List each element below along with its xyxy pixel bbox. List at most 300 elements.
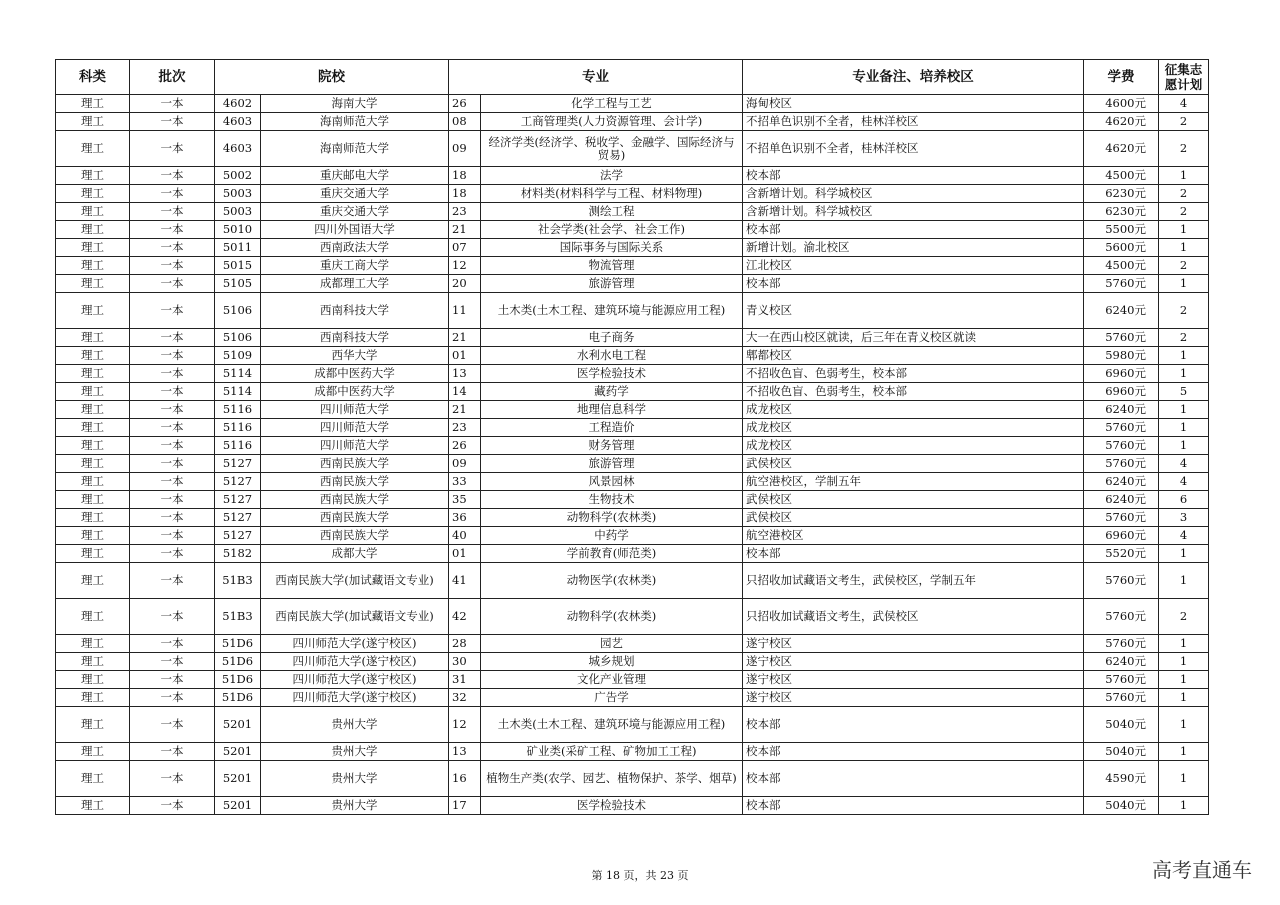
cell-subject: 理工 <box>56 221 130 239</box>
cell-major-code: 21 <box>449 329 481 347</box>
cell-plan: 4 <box>1159 527 1209 545</box>
cell-subject: 理工 <box>56 383 130 401</box>
cell-plan: 2 <box>1159 203 1209 221</box>
cell-major: 材料类(材料科学与工程、材料物理) <box>481 185 743 203</box>
cell-fee: 5760元 <box>1084 563 1159 599</box>
cell-subject: 理工 <box>56 653 130 671</box>
cell-note: 校本部 <box>743 167 1084 185</box>
header-note: 专业备注、培养校区 <box>743 60 1084 95</box>
cell-school-code: 5116 <box>215 437 261 455</box>
cell-major: 旅游管理 <box>481 455 743 473</box>
cell-plan: 1 <box>1159 689 1209 707</box>
cell-batch: 一本 <box>130 95 215 113</box>
cell-subject: 理工 <box>56 437 130 455</box>
cell-fee: 6240元 <box>1084 473 1159 491</box>
cell-major-code: 42 <box>449 599 481 635</box>
cell-batch: 一本 <box>130 131 215 167</box>
cell-subject: 理工 <box>56 635 130 653</box>
cell-note: 校本部 <box>743 275 1084 293</box>
cell-school-code: 5127 <box>215 509 261 527</box>
cell-school: 贵州大学 <box>261 797 449 815</box>
cell-school-code: 5015 <box>215 257 261 275</box>
table-row <box>56 437 1209 455</box>
cell-school: 重庆交通大学 <box>261 185 449 203</box>
cell-major-code: 16 <box>449 761 481 797</box>
table-row <box>56 797 1209 815</box>
cell-note: 只招收加试藏语文考生，武侯校区 <box>743 599 1084 635</box>
cell-major-code: 12 <box>449 257 481 275</box>
table-row <box>56 239 1209 257</box>
cell-batch: 一本 <box>130 689 215 707</box>
cell-major: 地理信息科学 <box>481 401 743 419</box>
cell-fee: 4620元 <box>1084 113 1159 131</box>
cell-school: 海南师范大学 <box>261 113 449 131</box>
cell-note: 校本部 <box>743 761 1084 797</box>
cell-major-code: 14 <box>449 383 481 401</box>
cell-batch: 一本 <box>130 113 215 131</box>
table-row <box>56 545 1209 563</box>
cell-batch: 一本 <box>130 671 215 689</box>
cell-plan: 2 <box>1159 113 1209 131</box>
cell-major-code: 41 <box>449 563 481 599</box>
cell-school-code: 5116 <box>215 401 261 419</box>
cell-plan: 4 <box>1159 455 1209 473</box>
table-body <box>56 95 1209 815</box>
cell-subject: 理工 <box>56 203 130 221</box>
cell-subject: 理工 <box>56 563 130 599</box>
cell-plan: 2 <box>1159 599 1209 635</box>
cell-school-code: 51D6 <box>215 671 261 689</box>
cell-plan: 1 <box>1159 347 1209 365</box>
cell-major: 医学检验技术 <box>481 365 743 383</box>
cell-school-code: 5106 <box>215 329 261 347</box>
cell-note: 航空港校区 <box>743 527 1084 545</box>
cell-subject: 理工 <box>56 95 130 113</box>
cell-major-code: 08 <box>449 113 481 131</box>
cell-subject: 理工 <box>56 743 130 761</box>
cell-fee: 6240元 <box>1084 653 1159 671</box>
cell-major: 动物科学(农林类) <box>481 599 743 635</box>
cell-major: 广告学 <box>481 689 743 707</box>
cell-subject: 理工 <box>56 401 130 419</box>
cell-subject: 理工 <box>56 185 130 203</box>
cell-batch: 一本 <box>130 653 215 671</box>
cell-major: 学前教育(师范类) <box>481 545 743 563</box>
cell-school-code: 5002 <box>215 167 261 185</box>
cell-fee: 5980元 <box>1084 347 1159 365</box>
cell-major: 土木类(土木工程、建筑环境与能源应用工程) <box>481 707 743 743</box>
cell-fee: 5040元 <box>1084 707 1159 743</box>
cell-plan: 1 <box>1159 275 1209 293</box>
table-row <box>56 113 1209 131</box>
cell-note: 不招收色盲、色弱考生，校本部 <box>743 383 1084 401</box>
cell-fee: 6230元 <box>1084 203 1159 221</box>
header-major: 专业 <box>449 60 743 95</box>
cell-major: 城乡规划 <box>481 653 743 671</box>
cell-school-code: 51D6 <box>215 635 261 653</box>
cell-subject: 理工 <box>56 689 130 707</box>
cell-note: 成龙校区 <box>743 401 1084 419</box>
cell-fee: 5520元 <box>1084 545 1159 563</box>
cell-subject: 理工 <box>56 545 130 563</box>
cell-fee: 5760元 <box>1084 509 1159 527</box>
cell-batch: 一本 <box>130 239 215 257</box>
cell-school-code: 4602 <box>215 95 261 113</box>
cell-subject: 理工 <box>56 473 130 491</box>
cell-subject: 理工 <box>56 113 130 131</box>
cell-plan: 1 <box>1159 563 1209 599</box>
cell-major: 土木类(土木工程、建筑环境与能源应用工程) <box>481 293 743 329</box>
cell-school-code: 5011 <box>215 239 261 257</box>
cell-note: 成龙校区 <box>743 419 1084 437</box>
cell-major-code: 33 <box>449 473 481 491</box>
table-row <box>56 347 1209 365</box>
cell-major: 风景园林 <box>481 473 743 491</box>
admission-plan-table <box>55 59 1209 815</box>
table-row <box>56 365 1209 383</box>
watermark-logo: 高考直通车 <box>1152 858 1252 882</box>
cell-subject: 理工 <box>56 671 130 689</box>
table-row <box>56 329 1209 347</box>
cell-major-code: 36 <box>449 509 481 527</box>
cell-major-code: 26 <box>449 437 481 455</box>
cell-subject: 理工 <box>56 167 130 185</box>
cell-note: 遂宁校区 <box>743 653 1084 671</box>
cell-note: 不招单色识别不全者，桂林洋校区 <box>743 131 1084 167</box>
cell-major-code: 09 <box>449 131 481 167</box>
cell-fee: 6960元 <box>1084 383 1159 401</box>
table-row <box>56 761 1209 797</box>
cell-fee: 6960元 <box>1084 365 1159 383</box>
table-row <box>56 743 1209 761</box>
cell-major: 物流管理 <box>481 257 743 275</box>
cell-school-code: 5114 <box>215 365 261 383</box>
cell-major-code: 28 <box>449 635 481 653</box>
cell-school: 西南科技大学 <box>261 329 449 347</box>
cell-school-code: 5003 <box>215 203 261 221</box>
cell-fee: 6240元 <box>1084 401 1159 419</box>
cell-school: 西南民族大学 <box>261 509 449 527</box>
cell-plan: 1 <box>1159 635 1209 653</box>
cell-plan: 4 <box>1159 473 1209 491</box>
cell-school: 西南民族大学 <box>261 527 449 545</box>
table-row <box>56 509 1209 527</box>
cell-batch: 一本 <box>130 401 215 419</box>
cell-plan: 1 <box>1159 671 1209 689</box>
cell-major: 旅游管理 <box>481 275 743 293</box>
cell-fee: 5760元 <box>1084 671 1159 689</box>
cell-school: 西南民族大学 <box>261 473 449 491</box>
cell-note: 含新增计划。科学城校区 <box>743 185 1084 203</box>
cell-major: 电子商务 <box>481 329 743 347</box>
cell-major: 水利水电工程 <box>481 347 743 365</box>
table-row <box>56 563 1209 599</box>
cell-school: 成都理工大学 <box>261 275 449 293</box>
cell-school: 西南政法大学 <box>261 239 449 257</box>
cell-plan: 1 <box>1159 437 1209 455</box>
cell-subject: 理工 <box>56 419 130 437</box>
cell-major: 藏药学 <box>481 383 743 401</box>
cell-major-code: 07 <box>449 239 481 257</box>
header-plan: 征集志愿计划 <box>1159 60 1209 95</box>
cell-batch: 一本 <box>130 437 215 455</box>
cell-subject: 理工 <box>56 257 130 275</box>
cell-major-code: 18 <box>449 167 481 185</box>
cell-plan: 2 <box>1159 257 1209 275</box>
cell-school-code: 5127 <box>215 455 261 473</box>
cell-batch: 一本 <box>130 347 215 365</box>
cell-plan: 2 <box>1159 329 1209 347</box>
cell-school: 重庆邮电大学 <box>261 167 449 185</box>
table-row <box>56 635 1209 653</box>
cell-major: 工程造价 <box>481 419 743 437</box>
cell-major-code: 21 <box>449 401 481 419</box>
cell-major: 国际事务与国际关系 <box>481 239 743 257</box>
cell-fee: 4600元 <box>1084 95 1159 113</box>
cell-major: 植物生产类(农学、园艺、植物保护、茶学、烟草) <box>481 761 743 797</box>
cell-school: 四川师范大学 <box>261 437 449 455</box>
cell-subject: 理工 <box>56 527 130 545</box>
cell-fee: 5600元 <box>1084 239 1159 257</box>
cell-school-code: 4603 <box>215 131 261 167</box>
cell-major-code: 09 <box>449 455 481 473</box>
table-row <box>56 473 1209 491</box>
cell-major: 社会学类(社会学、社会工作) <box>481 221 743 239</box>
cell-major-code: 30 <box>449 653 481 671</box>
cell-major-code: 35 <box>449 491 481 509</box>
cell-major: 中药学 <box>481 527 743 545</box>
cell-batch: 一本 <box>130 743 215 761</box>
cell-subject: 理工 <box>56 347 130 365</box>
cell-note: 不招单色识别不全者，桂林洋校区 <box>743 113 1084 131</box>
cell-major-code: 01 <box>449 545 481 563</box>
cell-school-code: 51B3 <box>215 563 261 599</box>
cell-note: 遂宁校区 <box>743 635 1084 653</box>
cell-note: 遂宁校区 <box>743 689 1084 707</box>
cell-plan: 1 <box>1159 239 1209 257</box>
cell-note: 不招收色盲、色弱考生，校本部 <box>743 365 1084 383</box>
cell-subject: 理工 <box>56 455 130 473</box>
cell-batch: 一本 <box>130 509 215 527</box>
table-row <box>56 491 1209 509</box>
cell-plan: 1 <box>1159 419 1209 437</box>
cell-note: 郫都校区 <box>743 347 1084 365</box>
cell-major-code: 12 <box>449 707 481 743</box>
cell-batch: 一本 <box>130 473 215 491</box>
cell-school-code: 5109 <box>215 347 261 365</box>
cell-batch: 一本 <box>130 635 215 653</box>
header-fee: 学费 <box>1084 60 1159 95</box>
cell-plan: 1 <box>1159 761 1209 797</box>
cell-school: 四川师范大学(遂宁校区) <box>261 689 449 707</box>
table-row <box>56 689 1209 707</box>
cell-batch: 一本 <box>130 797 215 815</box>
cell-school: 西南民族大学(加试藏语文专业) <box>261 563 449 599</box>
cell-school-code: 5105 <box>215 275 261 293</box>
cell-school: 西南民族大学 <box>261 491 449 509</box>
cell-fee: 5040元 <box>1084 743 1159 761</box>
cell-batch: 一本 <box>130 761 215 797</box>
cell-fee: 4500元 <box>1084 257 1159 275</box>
cell-major: 化学工程与工艺 <box>481 95 743 113</box>
cell-major-code: 01 <box>449 347 481 365</box>
cell-note: 海甸校区 <box>743 95 1084 113</box>
cell-school: 西华大学 <box>261 347 449 365</box>
cell-batch: 一本 <box>130 491 215 509</box>
cell-school-code: 4603 <box>215 113 261 131</box>
cell-subject: 理工 <box>56 275 130 293</box>
cell-subject: 理工 <box>56 509 130 527</box>
cell-batch: 一本 <box>130 383 215 401</box>
cell-batch: 一本 <box>130 221 215 239</box>
page-number: 第 18 页，共 23 页 <box>591 869 689 882</box>
cell-subject: 理工 <box>56 761 130 797</box>
table-row <box>56 455 1209 473</box>
table-row <box>56 671 1209 689</box>
cell-school-code: 5182 <box>215 545 261 563</box>
table-row <box>56 293 1209 329</box>
cell-note: 大一在西山校区就读，后三年在青义校区就读 <box>743 329 1084 347</box>
cell-school: 西南民族大学(加试藏语文专业) <box>261 599 449 635</box>
header-subject: 科类 <box>56 60 130 95</box>
cell-plan: 1 <box>1159 167 1209 185</box>
cell-plan: 4 <box>1159 95 1209 113</box>
cell-subject: 理工 <box>56 599 130 635</box>
cell-major: 园艺 <box>481 635 743 653</box>
header-school: 院校 <box>215 60 449 95</box>
cell-major-code: 11 <box>449 293 481 329</box>
cell-school: 西南科技大学 <box>261 293 449 329</box>
table-row <box>56 167 1209 185</box>
cell-school-code: 5127 <box>215 473 261 491</box>
cell-batch: 一本 <box>130 203 215 221</box>
cell-plan: 3 <box>1159 509 1209 527</box>
cell-school-code: 5010 <box>215 221 261 239</box>
cell-plan: 1 <box>1159 707 1209 743</box>
cell-batch: 一本 <box>130 329 215 347</box>
cell-fee: 5760元 <box>1084 599 1159 635</box>
cell-school-code: 5116 <box>215 419 261 437</box>
cell-note: 校本部 <box>743 545 1084 563</box>
cell-plan: 2 <box>1159 293 1209 329</box>
cell-batch: 一本 <box>130 257 215 275</box>
cell-school-code: 5106 <box>215 293 261 329</box>
cell-note: 校本部 <box>743 743 1084 761</box>
cell-note: 遂宁校区 <box>743 671 1084 689</box>
cell-note: 校本部 <box>743 797 1084 815</box>
cell-major-code: 32 <box>449 689 481 707</box>
table-row <box>56 527 1209 545</box>
table-row <box>56 401 1209 419</box>
cell-note: 武侯校区 <box>743 455 1084 473</box>
table-row <box>56 185 1209 203</box>
cell-fee: 5760元 <box>1084 689 1159 707</box>
cell-note: 校本部 <box>743 707 1084 743</box>
cell-fee: 5760元 <box>1084 437 1159 455</box>
cell-school: 四川外国语大学 <box>261 221 449 239</box>
table-row <box>56 221 1209 239</box>
cell-school: 重庆工商大学 <box>261 257 449 275</box>
cell-major-code: 23 <box>449 203 481 221</box>
cell-major: 动物医学(农林类) <box>481 563 743 599</box>
cell-school-code: 5201 <box>215 743 261 761</box>
cell-plan: 1 <box>1159 743 1209 761</box>
cell-major: 经济学类(经济学、税收学、金融学、国际经济与贸易) <box>481 131 743 167</box>
cell-school: 海南师范大学 <box>261 131 449 167</box>
cell-fee: 6240元 <box>1084 293 1159 329</box>
cell-fee: 5040元 <box>1084 797 1159 815</box>
cell-major: 财务管理 <box>481 437 743 455</box>
cell-major-code: 17 <box>449 797 481 815</box>
cell-school-code: 51D6 <box>215 689 261 707</box>
cell-subject: 理工 <box>56 365 130 383</box>
cell-major-code: 18 <box>449 185 481 203</box>
cell-major-code: 21 <box>449 221 481 239</box>
cell-school: 贵州大学 <box>261 761 449 797</box>
cell-school: 重庆交通大学 <box>261 203 449 221</box>
cell-note: 成龙校区 <box>743 437 1084 455</box>
cell-fee: 6230元 <box>1084 185 1159 203</box>
table-row <box>56 707 1209 743</box>
cell-batch: 一本 <box>130 185 215 203</box>
cell-school-code: 5201 <box>215 761 261 797</box>
cell-major: 文化产业管理 <box>481 671 743 689</box>
cell-batch: 一本 <box>130 455 215 473</box>
cell-plan: 2 <box>1159 131 1209 167</box>
cell-school-code: 5127 <box>215 527 261 545</box>
cell-school-code: 5201 <box>215 797 261 815</box>
table-row <box>56 383 1209 401</box>
table-row <box>56 419 1209 437</box>
cell-batch: 一本 <box>130 365 215 383</box>
cell-school-code: 5003 <box>215 185 261 203</box>
cell-batch: 一本 <box>130 167 215 185</box>
cell-major-code: 20 <box>449 275 481 293</box>
cell-school-code: 5114 <box>215 383 261 401</box>
cell-major: 生物技术 <box>481 491 743 509</box>
table-row <box>56 131 1209 167</box>
cell-plan: 1 <box>1159 221 1209 239</box>
cell-note: 新增计划。渝北校区 <box>743 239 1084 257</box>
cell-school-code: 51D6 <box>215 653 261 671</box>
cell-school: 四川师范大学(遂宁校区) <box>261 635 449 653</box>
cell-school-code: 5127 <box>215 491 261 509</box>
cell-subject: 理工 <box>56 329 130 347</box>
cell-school: 四川师范大学 <box>261 419 449 437</box>
cell-plan: 1 <box>1159 401 1209 419</box>
cell-subject: 理工 <box>56 707 130 743</box>
cell-plan: 6 <box>1159 491 1209 509</box>
table-row <box>56 257 1209 275</box>
cell-plan: 1 <box>1159 545 1209 563</box>
cell-fee: 4500元 <box>1084 167 1159 185</box>
cell-school: 贵州大学 <box>261 743 449 761</box>
cell-subject: 理工 <box>56 239 130 257</box>
cell-fee: 4620元 <box>1084 131 1159 167</box>
cell-batch: 一本 <box>130 707 215 743</box>
cell-major-code: 13 <box>449 743 481 761</box>
cell-plan: 1 <box>1159 797 1209 815</box>
cell-batch: 一本 <box>130 563 215 599</box>
cell-note: 只招收加试藏语文考生，武侯校区，学制五年 <box>743 563 1084 599</box>
cell-note: 青义校区 <box>743 293 1084 329</box>
cell-plan: 1 <box>1159 365 1209 383</box>
cell-school: 成都大学 <box>261 545 449 563</box>
table-row <box>56 275 1209 293</box>
cell-batch: 一本 <box>130 545 215 563</box>
cell-school: 四川师范大学(遂宁校区) <box>261 653 449 671</box>
cell-batch: 一本 <box>130 599 215 635</box>
